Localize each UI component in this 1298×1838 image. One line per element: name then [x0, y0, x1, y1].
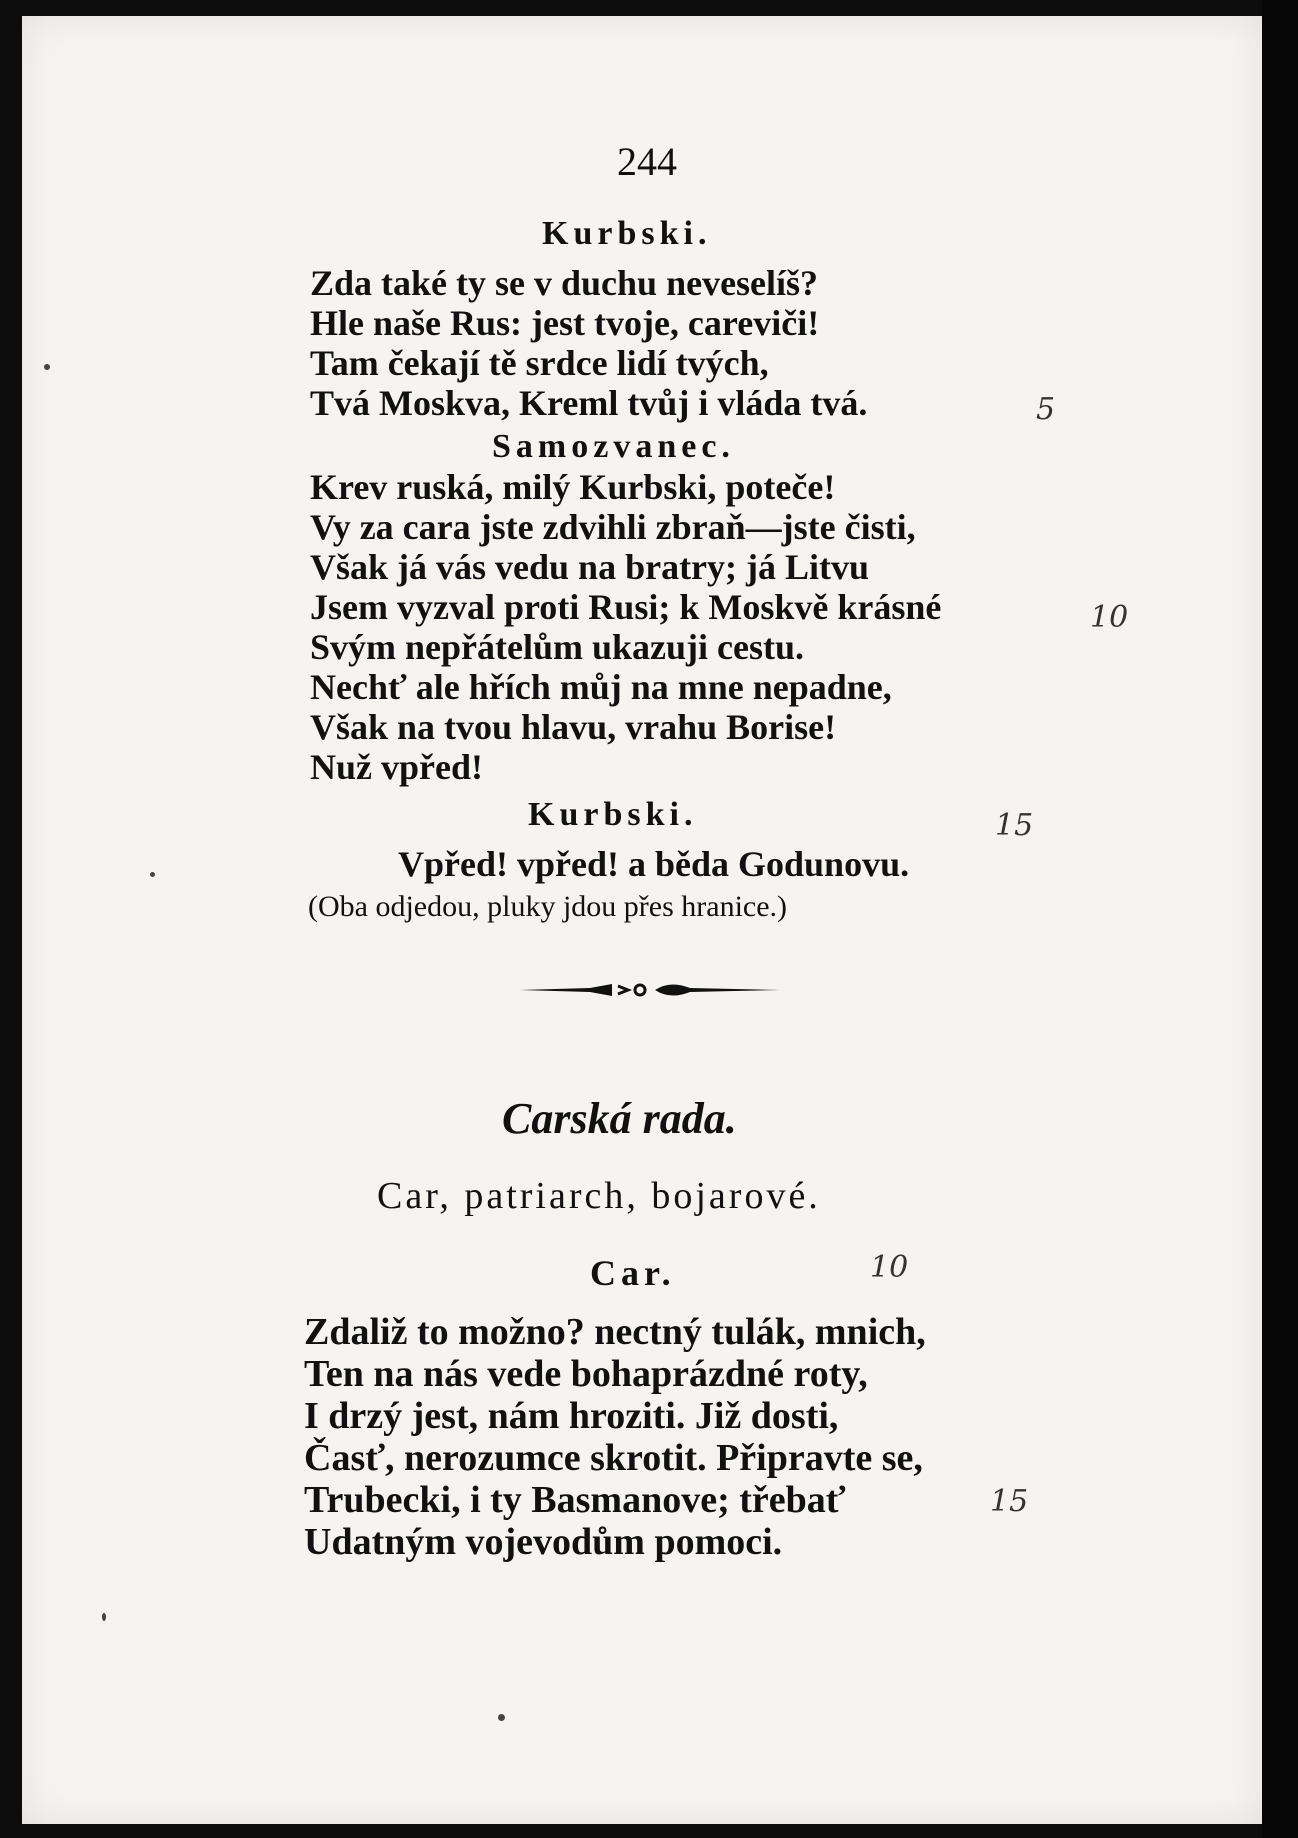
verse-line: Vy za cara jste zdvihli zbraň—jste čisti, — [310, 507, 916, 547]
scan-speck — [498, 1714, 505, 1721]
page-number: 244 — [617, 139, 677, 184]
verse-line: Časť, nerozumce skrotit. Připravte se, — [304, 1437, 923, 1479]
verse-line: Zdaliž to možno? nectný tulák, mnich, — [304, 1311, 926, 1353]
margin-note: 10 — [1090, 600, 1129, 635]
stage-direction: (Oba odjedou, pluky jdou přes hranice.) — [308, 890, 788, 923]
verse-line: Jsem vyzval proti Rusi; k Moskvě krásné — [310, 587, 942, 627]
verse-line: Zda také ty se v duchu neveselíš? — [310, 263, 819, 303]
margin-note: 15 — [995, 808, 1034, 843]
verse-line: Svým nepřátelům ukazuji cestu. — [310, 627, 804, 667]
scan-speck — [150, 872, 155, 877]
verse-line: Ten na nás vede bohaprázdné roty, — [304, 1353, 868, 1395]
verse-line: Tam čekají tě srdce lidí tvých, — [310, 343, 769, 383]
speaker-samozvanec: Samozvanec. — [492, 428, 735, 465]
verse-line: I drzý jest, nám hroziti. Již dosti, — [304, 1395, 839, 1437]
speaker-car: Car. — [590, 1253, 676, 1293]
page-edge-shadow — [1262, 0, 1298, 1838]
verse-line: Trubecki, i ty Basmanove; třebať — [304, 1479, 846, 1521]
margin-note: 15 — [990, 1484, 1029, 1519]
margin-note: 5 — [1036, 392, 1056, 427]
speaker-kurbski: Kurbski. — [528, 796, 698, 833]
verse-line: Tvá Moskva, Kreml tvůj i vláda tvá. — [310, 383, 868, 423]
verse-line: Však já vás vedu na bratry; já Litvu — [310, 547, 870, 587]
verse-line: Hle naše Rus: jest tvoje, careviči! — [310, 303, 820, 343]
margin-note: 10 — [870, 1250, 909, 1285]
verse-line: Nechť ale hřích můj na mne nepadne, — [310, 667, 892, 707]
cast-list: Car, patriarch, bojarové. — [377, 1175, 821, 1217]
verse-line: Udatným vojevodům pomoci. — [304, 1521, 783, 1563]
ornament-divider — [520, 970, 780, 1010]
verse-line: Vpřed! vpřed! a běda Godunovu. — [398, 844, 910, 884]
verse-line: Nuž vpřed! — [310, 747, 483, 787]
verse-line: Krev ruská, milý Kurbski, poteče! — [310, 467, 836, 507]
verse-line: Však na tvou hlavu, vrahu Borise! — [310, 707, 837, 747]
speaker-kurbski: Kurbski. — [542, 215, 712, 252]
scan-speck — [102, 1613, 106, 1621]
scene-title: Carská rada. — [502, 1094, 737, 1143]
scan-speck — [44, 364, 50, 370]
